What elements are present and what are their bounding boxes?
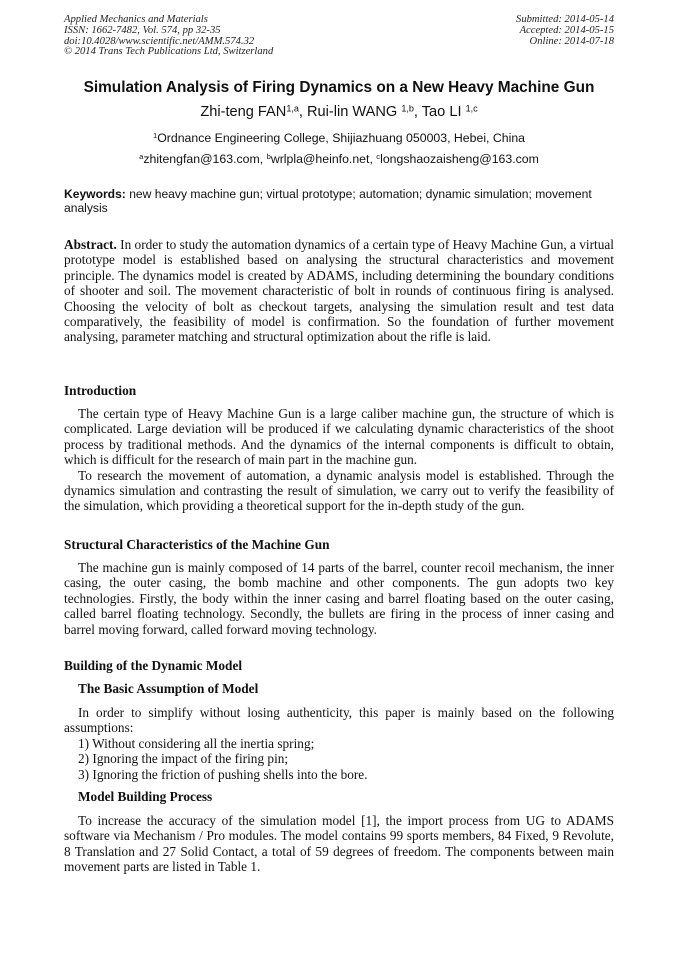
section-heading-introduction: Introduction — [64, 383, 137, 398]
journal-doi: doi:10.4028/www.scientific.net/AMM.574.32 — [64, 35, 255, 47]
keywords-text: new heavy machine gun; virtual prototype; automation; dynamic simulation; movement analysis — [64, 187, 592, 216]
email[interactable]: $^b$wrlpla@heinfo.net — [266, 152, 370, 166]
introduction-section — [64, 406, 614, 514]
author: Zhi-teng FAN$^{1,a}$, — [200, 103, 307, 120]
paragraph: To increase the accuracy of the simulation model [1], the import process from UG to ADAMS software via Mechanism / Pro modules. The model contains 99 sports members, 84 Fixed, 9 Revolute, 8 Translation and 27 Solid Contact, a total of 59 degrees of freedom. The components between main movement parts are listed in Table 1. — [64, 813, 614, 875]
online-date: Online: 2014-07-18 — [529, 35, 614, 47]
section-heading-structural: Structural Characteristics of the Machine Gun — [64, 537, 330, 552]
journal-name: Applied Mechanics and Materials — [64, 14, 208, 25]
paragraph: The machine gun is mainly composed of 14 parts of the barrel, counter recoil mechanism, the inner casing, the outer casing, the bomb machine and other components. The gun adopts two key technologies. Firstly, the body within the inner casing and barrel floating based on the outer casing, called barrel floating technology. Secondly, the bullets are firing in the process of inner casing and barrel moving forward, called forward moving technology. — [64, 560, 614, 637]
abstract — [64, 237, 614, 345]
structural-section — [64, 560, 614, 637]
paragraph: To research the movement of automation, a dynamic analysis model is established. Through the dynamics simulation and contrasting the result of simulation, we carry out to verify the feasibility of the simulation, which providing a theoretical support for the in-depth study of the gun. — [64, 467, 614, 514]
author: Rui-lin WANG $^{1,b}$, — [307, 103, 422, 120]
author: Tao LI $^{1,c}$ — [421, 103, 478, 120]
subsection-heading-assumption: The Basic Assumption of Model — [78, 681, 259, 696]
section-heading-building: Building of the Dynamic Model — [64, 658, 243, 673]
model-building-section — [64, 813, 614, 875]
subsection-heading-model-building: Model Building Process — [78, 789, 213, 804]
abstract-text: In order to study the automation dynamics of a certain type of Heavy Machine Gun, a virtual prototype model is established based on analysing the structural characteristics and movement principle. The dynamics model is created by ADAMS, including determining the boundary conditions of shooter and soil. The movement characteristic of bolt in rounds of continuous firing is analysed. Choosing the velocity of bolt as checkout targets, analysing the simulation result and test data comparatively, the feasibility of model is confirmation. So the foundation of further movement analysing, parameter matching and structural optimization about the rifle is laid. — [64, 237, 614, 345]
accepted-date: Accepted: 2014-05-15 — [519, 24, 614, 36]
list-item: 2) Ignoring the impact of the firing pin; — [78, 751, 289, 767]
list-item: 1) Without considering all the inertia spring; — [78, 735, 315, 751]
assumption-section — [64, 705, 614, 782]
abstract-label: Abstract. — [64, 237, 117, 252]
submitted-date: Submitted: 2014-05-14 — [516, 14, 614, 25]
email[interactable]: $^c$longshaozaisheng@163.com — [376, 152, 539, 166]
keywords-label: Keywords: — [64, 187, 126, 201]
paragraph: In order to simplify without losing authenticity, this paper is mainly based on the following assumptions: — [64, 705, 614, 736]
journal-copyright: © 2014 Trans Tech Publications Ltd, Switzerland — [64, 46, 274, 58]
email[interactable]: $^a$zhitengfan@163.com — [139, 152, 260, 166]
affiliation: $^1$Ordnance Engineering College, Shijiazhuang 050003, Hebei, China — [152, 131, 526, 145]
keywords — [64, 187, 614, 215]
author-emails: $^a$zhitengfan@163.com, $^b$wrlpla@heinfo.net, $^c$longshaozaisheng@163.com — [139, 152, 539, 166]
paper-title: Simulation Analysis of Firing Dynamics on a New Heavy Machine Gun — [83, 79, 595, 96]
author-list — [0, 104, 678, 120]
journal-issn: ISSN: 1662-7482, Vol. 574, pp 32-35 — [64, 24, 221, 36]
list-item: 3) Ignoring the friction of pushing shells into the bore. — [78, 766, 368, 782]
journal-header — [64, 15, 273, 58]
dates-header — [516, 15, 614, 47]
paragraph: The certain type of Heavy Machine Gun is a large caliber machine gun, the structure of which is complicated. Large deviation will be produced if we calculating dynamic characteristics of the shoot process by traditional methods. And the dynamics of the internal components is difficult to obtain, which is difficult for the research of main part in the machine gun. — [64, 406, 614, 468]
